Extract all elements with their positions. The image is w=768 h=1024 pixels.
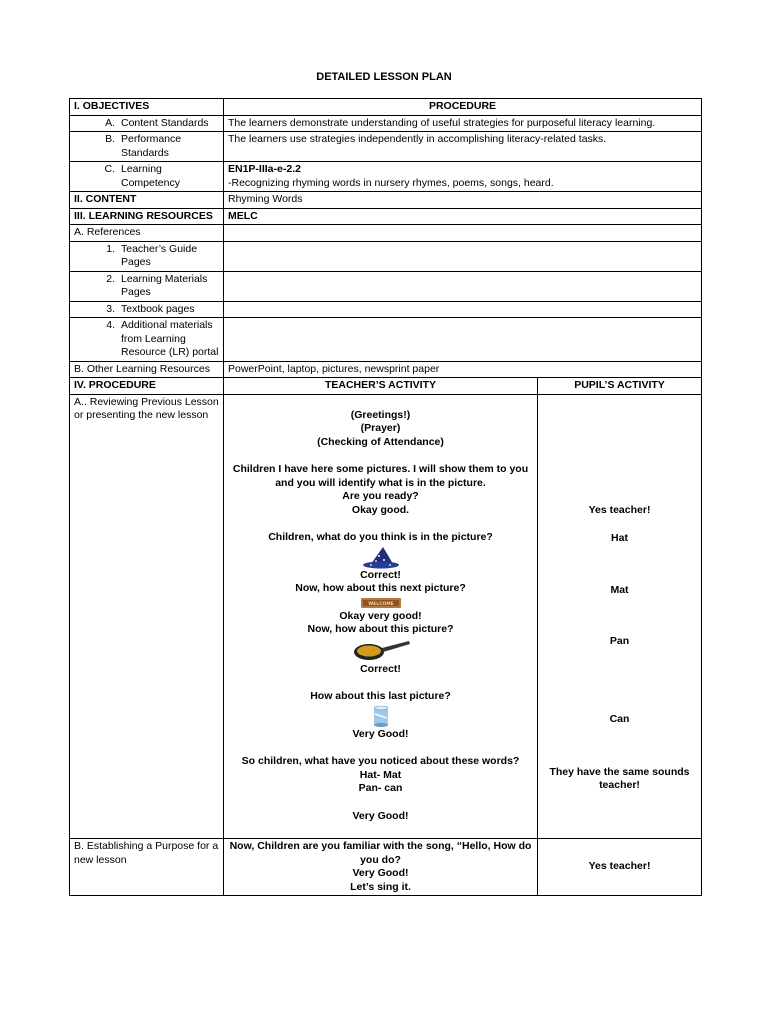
mat-text: WELCOME [367, 601, 394, 607]
teacher-line: (Greetings!) [350, 408, 411, 421]
learning-resources-label: III. LEARNING RESOURCES [70, 208, 224, 225]
establishing-purpose-row [70, 839, 702, 896]
teacher-line: Very Good! [352, 867, 409, 879]
pupil-line: Yes teacher! [588, 503, 651, 516]
objectives-header-row [70, 99, 702, 116]
teacher-line: Let’s sing it. [350, 880, 411, 893]
teacher-line: Now, how about this next picture? [295, 582, 466, 594]
item-number: B. [105, 133, 115, 145]
reviewing-row [70, 394, 702, 839]
pupil-line: Hat [611, 531, 628, 544]
wizard-hat-icon [357, 545, 405, 569]
teacher-line: Okay good. [351, 503, 410, 516]
learning-competency-label: Learning Competency [121, 163, 180, 189]
reviewing-label: A.. Reviewing Previous Lesson or presenting the new lesson [70, 394, 224, 839]
lesson-plan-table [69, 98, 702, 896]
teacher-line: (Checking of Attendance) [317, 435, 444, 448]
teacher-line: Are you ready? [342, 490, 419, 502]
pupil-activity-cell: Yes teacher! [538, 839, 702, 896]
teacher-line: Hat- Mat [359, 768, 402, 781]
teacher-line: So children, what have you noticed about these words? [241, 755, 520, 767]
content-standards-row [70, 115, 702, 132]
teacher-activity-cell [224, 394, 538, 839]
pupil-activity-header: PUPIL’S ACTIVITY [538, 378, 702, 395]
item-number: 2. [106, 272, 115, 285]
teacher-line: Now, Children are you familiar with the song, “Hello, How do you do? [229, 840, 532, 866]
procedure-label: IV. PROCEDURE [70, 378, 224, 395]
teacher-line: How about this last picture? [310, 690, 451, 702]
pupil-activity-cell [538, 394, 702, 839]
textbook-pages-row [70, 301, 702, 318]
item-number: C. [104, 163, 115, 175]
item-number: 3. [106, 302, 115, 315]
learning-materials-row [70, 271, 702, 301]
other-resources-row [70, 361, 702, 378]
teacher-activity-header: TEACHER’S ACTIVITY [224, 378, 538, 395]
teacher-line: Children, what do you think is in the picture? [268, 531, 493, 543]
teacher-line: Okay very good! [339, 609, 422, 622]
objectives-header: I. OBJECTIVES [70, 99, 224, 116]
teachers-guide-label: Teacher’s Guide Pages [121, 242, 198, 268]
page-title: DETAILED LESSON PLAN [316, 71, 452, 83]
performance-standards-value: The learners use strategies independently in accomplishing literacy-related tasks. [224, 132, 702, 162]
teacher-line: Correct! [360, 662, 401, 675]
pupil-line: They have the same sounds teacher! [549, 765, 690, 791]
teacher-line: Very Good! [352, 727, 409, 740]
content-standards-label: Content Standards [121, 116, 209, 129]
other-resources-value: PowerPoint, laptop, pictures, newsprint paper [224, 361, 702, 378]
content-standards-value: The learners demonstrate understanding of useful strategies for purposeful literacy learning. [224, 115, 702, 132]
welcome-mat-icon [357, 596, 405, 610]
competency-code: EN1P-IIIa-e-2.2 [228, 163, 301, 175]
item-number: 1. [106, 242, 115, 255]
teacher-line: Pan- can [358, 782, 403, 794]
teacher-line: Now, how about this picture? [307, 623, 454, 635]
references-label: A. References [70, 225, 224, 242]
content-value: Rhyming Words [224, 192, 702, 209]
content-label: II. CONTENT [70, 192, 224, 209]
item-number: A. [105, 116, 115, 129]
pupil-line: Can [609, 712, 630, 725]
textbook-pages-label: Textbook pages [121, 302, 195, 315]
teacher-activity-cell [224, 839, 538, 896]
pupil-line: Mat [610, 583, 629, 596]
establishing-purpose-label: B. Establishing a Purpose for a new lesson [70, 839, 224, 896]
learning-materials-label: Learning Materials Pages [121, 272, 208, 298]
frying-pan-icon [349, 637, 413, 663]
teacher-line: Children I have here some pictures. I will show them to you and you will identify what is in the picture. [232, 463, 529, 489]
references-row [70, 225, 702, 242]
pupil-line: Pan [609, 634, 630, 647]
additional-materials-label: Additional materials from Learning Resource (LR) portal [121, 319, 219, 358]
performance-standards-label: Performance Standards [121, 133, 182, 159]
learning-resources-row [70, 208, 702, 225]
procedure-header: PROCEDURE [224, 99, 702, 116]
competency-value: -Recognizing rhyming words in nursery rhymes, poems, songs, heard. [228, 176, 554, 189]
item-number: 4. [106, 319, 115, 331]
teacher-line: Very Good! [352, 809, 409, 822]
can-icon [361, 704, 401, 728]
teachers-guide-row [70, 241, 702, 271]
content-row [70, 192, 702, 209]
other-resources-label: B. Other Learning Resources [70, 361, 224, 378]
learning-competency-row [70, 162, 702, 192]
teacher-line: Correct! [360, 568, 401, 581]
procedure-header-row [70, 378, 702, 395]
teacher-line: (Prayer) [360, 422, 401, 434]
additional-materials-row [70, 318, 702, 362]
performance-standards-row [70, 132, 702, 162]
learning-resources-value: MELC [224, 208, 702, 225]
